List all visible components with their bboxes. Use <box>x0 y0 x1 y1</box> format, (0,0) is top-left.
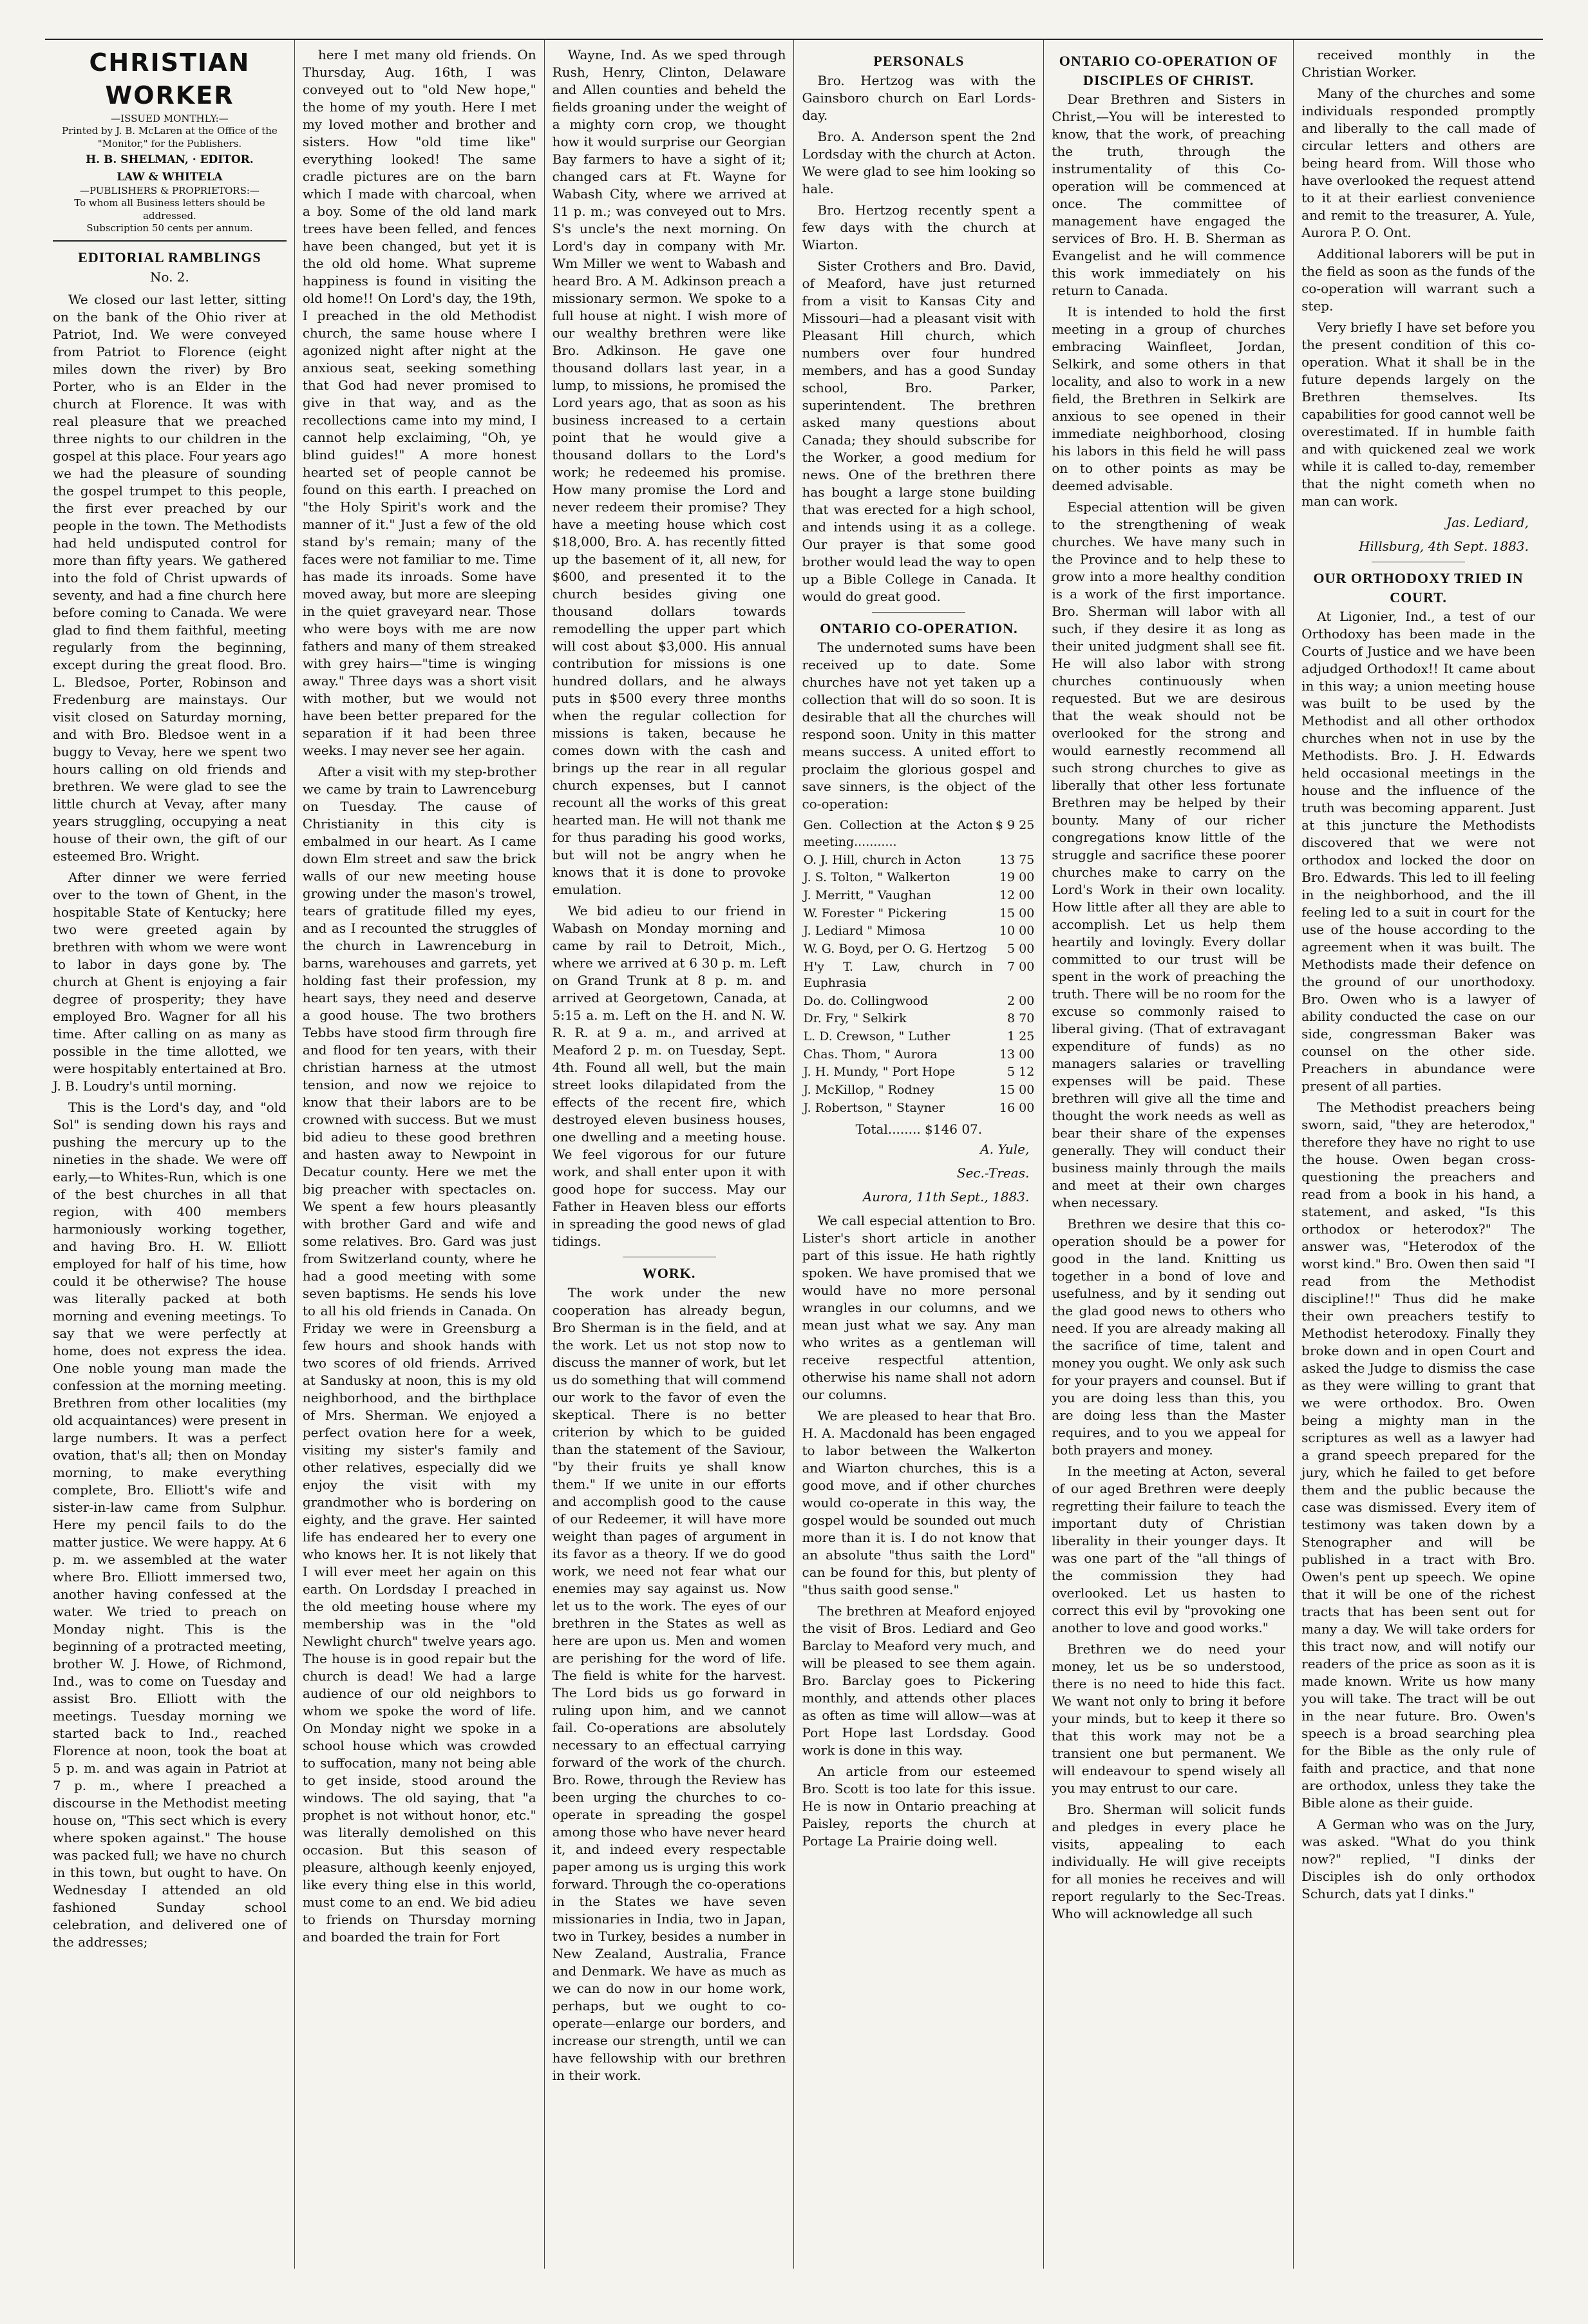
masthead-publishers: LAW & WHITELA <box>117 171 223 184</box>
personal-item: Bro. Hertzog recently spent a few days with the church at Wiarton. <box>802 202 1036 252</box>
note-item: An article from our esteemed Bro. Scott is too late for this issue. He is now in Ontario preaching at Paisley, reports the church at Portage La Prairie doing well. <box>802 1764 1036 1849</box>
article-heading: EDITORIAL RAMBLINGS <box>78 249 261 265</box>
table-row <box>802 905 1035 923</box>
table-row <box>802 887 1035 905</box>
contributor-name: Dr. Fry, " Selkirk <box>803 1011 907 1026</box>
column-6 <box>1294 40 1543 2269</box>
article-paragraph: This is the Lord's day, and "old Sol" is sending down his rays and pushing the mercury up to the nineties in the shade. We were off early,—to Whites-Run, which is one of the best churches in all that region, with 400 members harmoniously working together, and having Bro. H. W. Elliott employed for half of his time, how could it be otherwise? The house was literally packed at both morning and evening meetings. To say that we were perfectly at home, does not express the idea. One noble young man made the confession at the morning meeting. Brethren from other localities (my old acquaintances) were present in large numbers. It was a perfect ovation, that's all; then on Monday morning, to make everything complete, Bro. Elliott's wife and sister-in-law came from Sulphur. Here my pencil fails to do the matter justice. We were happy. At 6 p. m. we assembled at the water where Bro. Elliott immersed two, another having confessed at the water. We tried to preach on Monday night. This is the beginning of a protracted meeting, brother W. J. Howe, of Richmond, Ind., was to come on Tuesday and assist Bro. Elliott with the meetings. Tuesday morning we started back to Ind., reached Florence at noon, took the boat at 5 p. m. and was again in Patriot at 7 p. m., where I preached a discourse in the Methodist meeting house on, "This sect which is every where spoken against." The house was packed full; we have no church in this town, but ought to have. On Wednesday I attended an old fashioned Sunday school celebration, and delivered one of the addresses; <box>53 1099 287 1950</box>
contribution-amount: 5 12 <box>1007 1065 1035 1080</box>
table-row <box>802 958 1035 993</box>
personal-item: Bro. A. Anderson spent the 2nd Lordsday with the church at Acton. We were glad to see him looking so hale. <box>802 128 1036 196</box>
contribution-amount: 15 00 <box>999 1082 1035 1097</box>
contributions-total: Total........ $146 07. <box>855 1121 983 1138</box>
masthead-publishers-sub: —PUBLISHERS & PROPRIETORS:— <box>79 184 260 196</box>
article-paragraph: received monthly in the Christian Worker. <box>1301 47 1535 80</box>
article-paragraph: It is intended to hold the first meeting in a group of churches embracing Wainfleet, Jordan, Selkirk, and some others in that locality, and also to work in a new field, the Brethren in Selkirk are anxious to see opened in their immediate neighborhood, closing his labors in this field he will pass on to other points as may be deemed advisable. <box>1052 304 1286 494</box>
contribution-amount: 19 00 <box>999 870 1035 885</box>
column-2 <box>295 40 545 2269</box>
column-5 <box>1044 40 1294 2269</box>
table-row <box>802 1046 1035 1064</box>
coop-intro: The undernoted sums have been received up to date. Some churches have not yet taken up a collection that will do so soon. It is desirable that all the churches will respond soon. Unity in this matter means success. A united effort to proclaim the glorious gospel and save sinners, is the object of the co-operation: <box>802 640 1036 812</box>
contributor-name: Gen. Collection at the Acton meeting........... <box>803 818 993 850</box>
table-row <box>802 1063 1035 1081</box>
note-item: The brethren at Meaford enjoyed the visit of Bros. Lediard and Geo Barclay to Meaford very much, and will be pleased to see them again. Bro. Barclay goes to Pickering monthly, and attends other places as often as time will allow—was at Port Hope last Lordsday. Good work is done in this way. <box>802 1603 1036 1758</box>
article-paragraph: A German who was on the Jury, was asked. "What do you think now?" replied, "I dinks der Disciples ish do only orthodox Schurch, dats yat I dinks." <box>1301 1816 1535 1902</box>
table-row <box>802 1028 1035 1046</box>
contributor-name: J. Merritt, " Vaughan <box>803 888 932 902</box>
contribution-amount: 15 00 <box>999 906 1035 920</box>
article-paragraph: Brethren we do need your money, let us be so understood, there is no need to hide this fact. We want not only to bring it before your minds, but to keep it there so that this work may not be a transient one but permanent. We will endeavour to spend wisely all you may entrust to our care. <box>1052 1641 1286 1796</box>
column-1 <box>45 40 295 2269</box>
masthead-subscription: Subscription 50 cents per annum. <box>86 222 253 234</box>
article-paragraph: Additional laborers will be put in the field as soon as the funds of the co-operation will warrant such a step. <box>1301 246 1535 314</box>
contributor-name: Do. do. Collingwood <box>803 993 929 1008</box>
note-item: We call especial attention to Bro. Lister's short article in another part of this issue. He hath rightly spoken. We have promised that we would have no more personal wrangles in our columns, and we mean just what we say. Any man who writes as a gentleman will receive respectful attention, otherwise his name shall not adorn our columns. <box>802 1213 1036 1403</box>
contribution-amount: 8 70 <box>1007 1011 1035 1026</box>
work-heading: WORK. <box>642 1265 696 1281</box>
contribution-amount: 5 00 <box>1007 941 1035 956</box>
columns <box>45 39 1543 2269</box>
contribution-amount: 1 25 <box>1007 1029 1035 1044</box>
signature-name: A. Yule, <box>980 1141 1030 1157</box>
signature-title: Sec.-Treas. <box>956 1165 1030 1181</box>
contribution-amount: 7 00 <box>1007 959 1035 974</box>
article-paragraph: Dear Brethren and Sisters in Christ,—You will be interested to know, that the work, of preaching the truth, through the instrumentality of this Co-operation will be commenced at once. The committee of management have engaged the services of Bro. H. B. Sherman as Evangelist and he will commence this work immediately on his return to Canada. <box>1052 91 1286 299</box>
masthead-issued: —ISSUED MONTHLY:— <box>111 112 229 124</box>
column-3 <box>545 40 795 2269</box>
personal-item: Bro. Hertzog was with the Gainsboro church on Earl Lords-day. <box>802 72 1036 123</box>
article-paragraph: We closed our last letter, sitting on the bank of the Ohio river at Patriot, Ind. We were conveyed from Patriot to Florence (eight miles down the river) by Bro Porter, who is an Elder in the church at Florence. It was with real pleasure that we preached three nights to our children in the gospel at this place. Four years ago we had the pleasure of sounding the gospel trumpet to this people, the first ever preached by our people in the town. The Methodists had held undisputed control for more than fifty years. We gathered into the fold of Christ upwards of seventy, and had a fine church here before coming to Canada. We were glad to find them faithful, meeting regularly from the beginning, except during the great flood. Bro. L. Bledsoe, Porter, Robinson and Fredenburg are mainstays. Our visit closed on Saturday morning, and with Bro. Bledsoe went in a buggy to Vevay, here we spent two hours calling on old friends and brethren. We were glad to see the little church at Vevay, after many years struggling, occupying a neat house of their own, the gift of our esteemed Bro. Wright. <box>53 291 287 864</box>
signature-name: Jas. Lediard, <box>1446 515 1529 530</box>
contributor-name: J. S. Tolton, " Walkerton <box>803 870 950 885</box>
contributor-name: H'y T. Law, church in Euphrasia <box>803 959 993 991</box>
contributions-table <box>802 817 1035 1117</box>
masthead-title: CHRISTIAN WORKER <box>89 48 250 110</box>
article-paragraph: After a visit with my step-brother we came by train to Lawrenceburg on Tuesday. The cause of Christianity in this city is embalmed in our heart. As I came down Elm street and saw the brick walls of our new meeting house growing under the mason's trowel, tears of gratitude filled my eyes, and as I recounted the struggles of the church in Lawrenceburg in barns, warehouses and garrets, yet holding fast their profession, my heart says, they need and deserve a good house. The two brothers Tebbs have stood firm through fire and flood for ten years, with their christian harness at the utmost tension, and now we rejoice to know that their labors are to be crowned with success. But we must bid adieu to these good brethren and hasten away to Newpoint in Decatur county. Here we met the big preacher with spectacles on. We spent a few hours pleasantly with brother Gard and wife and some relatives. Bro. Gard was just from Switzerland county, where he had a good meeting with some seven baptisms. He sends his love to all his old friends in Canada. On Friday we were in Greensburg a few hours and shook hands with two scores of old friends. Arrived at Sandusky at noon, this is my old neighborhood, and the birthplace of Mrs. Sherman. We enjoyed a perfect ovation here for a week, visiting my sister's family and other relatives, especially did we enjoy the visit with my grandmother who is bordering on eighty, and the grave. Her sainted life has endeared her to every one who knows her. It is not likely that I will ever meet her again on this earth. On Lordsday I preached in the old meeting house where my membership was in the "old Newlight church" twelve years ago. The house is in good repair but the church is dead! We had a large audience of our old neighbors to whom we spoke the word of life. On Monday night we spoke in a school house which was crowded to suffocation, many not being able to get inside, stood around the windows. The old saying, that "a prophet is not without honor, etc." was literally demolished on this occasion. But this season of pleasure, although keenly enjoyed, like every thing else in this world, must come to an end. We bid adieu to friends on Thursday morning and boarded the train for Fort <box>302 764 536 1945</box>
article-paragraph: Very briefly I have set before you the present condition of this co-operation. What it shall be in the future depends largely on the Brethren themselves. Its capabilities for good cannot well be overestimated. If in humble faith and with quickened zeal we work while it is called to-day, remember that the night cometh when no man can work. <box>1301 319 1535 509</box>
contribution-amount: 16 00 <box>999 1100 1035 1115</box>
contributor-name: W. G. Boyd, per O. G. Hertzog <box>803 941 987 956</box>
contributor-name: J. Lediard " Mimosa <box>803 924 926 938</box>
article-subheading: No. 2. <box>149 269 189 285</box>
article-paragraph: In the meeting at Acton, several of our aged Brethren were deeply regretting their failure to teach the important duty of Christian liberality in their younger days. It was one part of the "all things of the commission they had overlooked. Let us hasten to correct this evil by "provoking one another to love and good works." <box>1052 1463 1286 1636</box>
contribution-amount: 10 00 <box>999 924 1035 938</box>
table-row <box>802 817 1035 851</box>
article-paragraph: The work under the new cooperation has already begun, Bro Sherman is in the field, and at the work. Let us not stop now to discuss the manner of work, but let us do something that will commend our work to the favor of even the skeptical. There is no better criterion by which to be guided than the statement of the Saviour, "by their fruits ye shall know them." If we unite in our efforts and accomplish good to the cause of our Redeemer, it will have more weight than pages of argument in its favor as a theory. If we do good work, we need not fear what our enemies may say against us. Now let us to the work. The eyes of our brethren in the States as well as here are upon us. Men and women are perishing for the word of life. The field is white for the harvest. The Lord bids us go forward in ruling upon him, and we cannot fail. Co-operations are absolutely necessary to an effectual carrying forward of the work of the church. Bro. Rowe, through the Review has been urging the churches to co-operate in spreading the gospel among those who have never heard it, and indeed every respectable paper among us is urging this work forward. Through the co-operations in the States we have seven missionaries in India, two in Japan, two in Turkey, besides a number in New Zealand, Australia, France and Denmark. We have as much as we can do now in our home work, perhaps, but we ought to co-operate—enlarge our borders, and increase our strength, until we can have fellowship with our brethren in their work. <box>552 1284 786 2083</box>
signature-date: Hillsburg, 4th Sept. 1883. <box>1358 538 1529 554</box>
contributor-name: J. H. Mundy, " Port Hope <box>803 1065 956 1080</box>
contribution-amount: 12 00 <box>999 888 1035 902</box>
article-paragraph: Bro. Sherman will solicit funds and pledges in every place he visits, appealing to each individually. He will give receipts for all monies he receives and will report regularly to the Sec-Treas. Who will acknowledge all such <box>1052 1802 1286 1922</box>
contributor-name: J. McKillop, " Rodney <box>803 1082 934 1097</box>
masthead-address: To whom all Business letters should be addressed. <box>74 197 265 222</box>
article-paragraph: The Methodist preachers being sworn, said, "they are heterodox," therefore they have no right to use the house. Owen began cross-questioning the preachers and read from a book in his hand, a statement, and asked, "Is this orthodox or heterodox?" The answer was, "Heterodox of the worst kind." Bro. Owen then said "I read from the Methodist discipline!!" Thus did he make their own preachers testify to Methodist heterodoxy. Finally they broke down and in open Court and asked the Judge to dismiss the case as they were willing to grant that we were orthodox. Bro. Owen being a mighty man in the scriptures as well as a lawyer had a grand speech prepared for the jury, which he failed to get before them and the public because the case was dismissed. Every item of testimony was taken down by a Stenographer and will be published in a tract with Bro. Owen's pent up speech. We opine that it will be one of the richest tracts that has been sent out for many a day. We will take orders for this tract now, and will notify our readers of the price as soon as it is made known. Write us how many you will take. The tract will be out in the near future. Bro. Owen's speech is a broad searching plea for the Bible as the only rule of faith and practice, and that none are orthodox, unless they take the Bible alone as their guide. <box>1301 1100 1535 1811</box>
article-paragraph: Brethren we desire that this co-operation should be a power for good in the land. Knitting us together in a bond of love and usefulness, and by it sending out the glad good news to others who need. If you are already making all the sacrifice of time, talent and money you ought. We only ask such for your prayers and counsel. But if you are doing less than this, you are doing less than the Master requires, and to you we appeal for both prayers and money. <box>1052 1216 1286 1458</box>
contributor-name: L. D. Crewson, " Luther <box>803 1029 950 1044</box>
article-paragraph: We bid adieu to our friend in Wabash on Monday morning and came by rail to Detroit, Mich., where we arrived at 6 30 p. m. Left on Grand Trunk at 8 p. m. and arrived at Georgetown, Canada, at 5:15 a. m. Left on the H. and N. W. R. R. at 9 a. m., and arrived at Meaford 2 p. m. on Tuesday, Sept. 4th. Found all well, but the main street looks dilapidated from the effects of the recent fire, which destroyed eleven business houses, one dwelling and a meeting house. We feel vigorous for our future work, and shall enter upon it with good hope for success. May our Father in Heaven bless our efforts in spreading the good news of glad tidings. <box>552 903 786 1249</box>
table-row <box>802 1081 1035 1100</box>
table-row <box>802 1010 1035 1028</box>
masthead-editor: H. B. SHELMAN, · EDITOR. <box>86 153 254 167</box>
signature-date: Aurora, 11th Sept., 1883. <box>862 1189 1030 1205</box>
note-item: We are pleased to hear that Bro. H. A. Macdonald has been engaged to labor between the Walkerton and Wiarton churches, this is a good move, and if other churches would co-operate in this way, the gospel would be sounded out much more than it is. I do not know that an absolute "thus saith the Lord" can be found for this, but plenty of "thus saith good sense." <box>802 1408 1036 1598</box>
contributor-name: J. Robertson, " Stayner <box>803 1100 945 1115</box>
coop-heading: ONTARIO CO-OPERATION. <box>820 620 1018 636</box>
contribution-amount: 2 00 <box>1007 993 1035 1008</box>
contributor-name: O. J. Hill, church in Acton <box>803 852 961 867</box>
table-row <box>802 993 1035 1011</box>
court-heading: OUR ORTHODOXY TRIED IN COURT. <box>1313 570 1524 605</box>
contributor-name: Chas. Thom, " Aurora <box>803 1047 938 1062</box>
table-row <box>802 869 1035 887</box>
divider <box>872 612 965 613</box>
table-row <box>802 940 1035 958</box>
table-row <box>802 1100 1035 1118</box>
coop-letter-heading: ONTARIO CO-OPERATION OF DISCIPLES OF CHRIST. <box>1059 53 1278 88</box>
article-paragraph: here I met many old friends. On Thursday, Aug. 16th, I was conveyed out to "old New hope," the home of my youth. Here I met my loved mother and brother and sisters. How "old time like" everything looked! The same cradle pictures are on the barn which I made with charcoal, when a boy. Some of the old land mark trees have been felled, and fences have been changed, but yet it is the old old home. What supreme happiness is found in visiting the old home!! On Lord's day, the 19th, I preached in the old Methodist church, the same house where I agonized night after night at the anxious seat, seeking something that God had never promised to give in that way, and as the recollections came into my mind, I cannot help exclaiming, "Oh, ye blind guides!" A more honest hearted set of people cannot be found on this earth. I preached on "the Holy Spirit's work and the manner of it." Just a few of the old stand by's remain; many of the faces were not familiar to me. Time has made its inroads. Some have moved away, but more are sleeping in the quiet graveyard near. Those who were boys with me are now fathers and many of them streaked with grey hairs—"time is winging away." Three days was a short visit with mother, but we would not have been better prepared for the separation if it had been three weeks. I may never see her again. <box>302 47 536 758</box>
contribution-amount: 13 75 <box>999 852 1035 867</box>
article-paragraph: Many of the churches and some individuals responded promptly and liberally to the call made of circular letters and others are being heard from. Will those who have overlooked the request attend to it at their earliest convenience and remit to the treasurer, A. Yule, Aurora P. O. Ont. <box>1301 86 1535 240</box>
personal-item: Sister Crothers and Bro. David, of Meaford, have just returned from a visit to Kansas City and Missouri—had a pleasant visit with Pleasant Hill church, which numbers over four hundred members, and has a good Sunday school, Bro. Parker, superintendent. The brethren asked many questions about Canada; they should subscribe for the Worker, a good medium for news. One of the brethren there has bought a large stone building that was erected for a high school, and intends using it as a college. Our prayer is that some good brother would lead the way to open up a Bible College in Canada. It would do great good. <box>802 258 1036 604</box>
masthead-printed: Printed by J. B. McLaren at the Office of the "Monitor," for the Publishers. <box>62 125 278 149</box>
personals-heading: PERSONALS <box>873 53 965 69</box>
article-paragraph: Wayne, Ind. As we sped through Rush, Henry, Clinton, Delaware and Allen counties and beheld the fields groaning under the weight of a mighty corn crop, we thought how it would surprise our Georgian Bay farmers to have a sight of it; changed cars at Ft. Wayne for Wabash City, where we arrived at 11 p. m.; was conveyed out to Mrs. S's uncle's the next morning. On Lord's day in company with Mr. Wm Miller we went to Wabash and heard Bro. A M. Adkinson preach a missionary sermon. We spoke to a full house at night. I wish more of our wealthy brethren were like Bro. Adkinson. He gave one thousand dollars last year, in a lump, to missions, he promised the Lord years ago, that as soon as his business increased to a certain point that he would give a thousand dollars to the Lord's work; he redeemed his promise. How many promise the Lord and never redeem their promise? They have a meeting house which cost $18,000, Bro. A. has recently fitted up the basement of it, all new, for $600, and presented it to the church besides giving one thousand dollars towards remodelling the upper part which will cost about $3,000. His annual contribution for missions is one hundred dollars, and he always puts in $500 every three months when the regular collection for missions is taken, because he comes down with the cash and brings up the rear in all regular church expenses, but I cannot recount all the works of this great hearted man. He will not thank me for thus parading his good works, but will not be angry when he knows that it is done to provoke emulation. <box>552 47 786 897</box>
contribution-amount: 13 00 <box>999 1047 1035 1062</box>
masthead <box>53 46 287 242</box>
contribution-amount: $ 9 25 <box>995 818 1035 833</box>
table-row <box>802 852 1035 870</box>
article-paragraph: After dinner we were ferried over to the town of Ghent, in the hospitable State of Kentucky; here two were greeted again by brethren with whom we were wont to labor in days gone by. The church at Ghent is enjoying a fair degree of prosperity; they have employed Bro. Wagner for all his time. After calling on as many as possible in the time allotted, we were hospitably entertained at Bro. J. B. Loudry's until morning. <box>53 869 287 1094</box>
article-paragraph: At Ligonier, Ind., a test of our Orthodoxy has been made in the Courts of Justice and we have been adjudged Orthodox!! It came about in this way; a union meeting house was built to be used by the Methodist and all other orthodox churches when not in use by the Methodists. Bro. J. H. Edwards held occasional meetings in the house and the influence of the truth was becoming apparent. Just at this juncture the Methodists discovered that we were not orthodox and locked the door on Bro. Edwards. This led to ill feeling in the neighborhood, and the ill feeling led to a suit in court for the use of the house according to the agreement when it was built. The Methodists made their defence on the ground of our unorthodoxy. Bro. Owen who is a lawyer of ability conducted the case on our side, congressman Baker was counsel on the other side. Preachers in abundance were present of all parties. <box>1301 609 1535 1094</box>
contributor-name: W. Forester " Pickering <box>803 906 947 920</box>
column-4 <box>794 40 1044 2269</box>
article-paragraph: Especial attention will be given to the strengthening of weak churches. We have many such in the Province and to help these to grow into a more healthy condition is a work of the first importance. Bro. Sherman will labor with all such, if they desire it as long as their united judgment shall see fit. He will also labor with strong churches continuously when requested. But we are desirous that the weak should not be overlooked for the strong and would earnestly recommend all such strong churches to give as liberally that other less fortunate Brethren may be helped by their bounty. Many of our richer congregations know little of the struggle and sacrifice these poorer churches make to carry on the Lord's Work in their own locality. How little after all they are able to accomplish. Let us help them heartily and lovingly. Every dollar committed to our trust will be spent in the work of preaching the truth. There will be no room for the excuse so commonly raised to liberal giving. (That of extravagant expenditure of funds) as no managers salaries or travelling expenses will be paid. These brethren will give all the time and thought the work needs as well as bear their share of the expenses generally. They will conduct their business mainly through the mails and meet at their own charges when necessary. <box>1052 499 1286 1211</box>
table-row <box>802 922 1035 940</box>
